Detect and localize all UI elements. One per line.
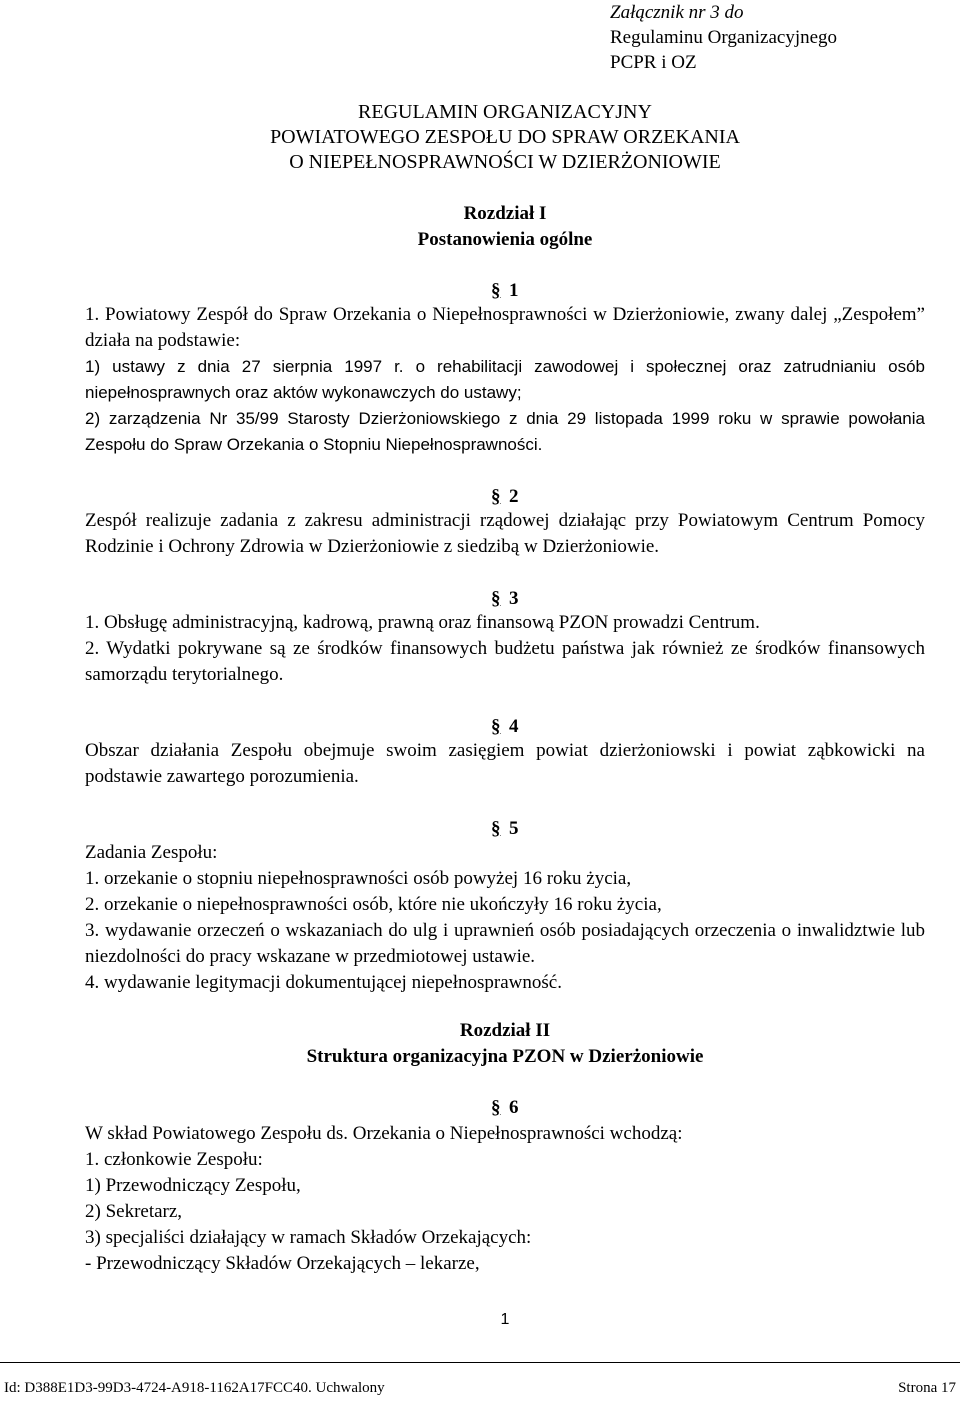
title-line-3: O NIEPEŁNOSPRAWNOŚCI W DZIERŻONIOWIE bbox=[289, 151, 721, 173]
footer-document-id: Id: D388E1D3-99D3-4724-A918-1162A17FCC40. Uchwalony bbox=[4, 1380, 385, 1396]
annex-line-3: PCPR i OZ bbox=[610, 52, 697, 73]
chapter-1-subtitle: Postanowienia ogólne bbox=[417, 229, 593, 250]
chapter-2-title: Rozdział II bbox=[459, 1020, 551, 1041]
section-3-point-1: 1. Obsługę administracyjną, kadrową, prawną oraz finansową PZON prowadzi Centrum. bbox=[85, 612, 760, 633]
section-6-body bbox=[85, 1121, 925, 1277]
footer-divider bbox=[0, 1362, 960, 1363]
section-symbol: § bbox=[491, 486, 501, 507]
section-symbol: § bbox=[491, 716, 501, 737]
chapter-1-heading bbox=[0, 201, 960, 253]
section-1-intro: 1. Powiatowy Zespół do Spraw Orzekania o Niepełnosprawności w Dzierżoniowie, zwany dalej „Zespołem” działa na podstawie: bbox=[85, 304, 925, 351]
section-4-body bbox=[85, 738, 925, 790]
section-3-body bbox=[85, 610, 925, 688]
section-5-item-2: 2. orzekanie o niepełnosprawności osób, które nie ukończyły 16 roku życia, bbox=[85, 894, 662, 915]
section-1-item-2: 2) zarządzenia Nr 35/99 Starosty Dzierżoniowskiego z dnia 29 listopada 1999 roku w sprawie powołania Zespołu do Spraw Orzekania o Stopniu Niepełnosprawności. bbox=[85, 409, 925, 454]
section-4-number: 4 bbox=[509, 716, 519, 737]
section-5-item-3: 3. wydawanie orzeczeń o wskazaniach do ulg i uprawnień osób posiadających orzeczenia o inwalidztwie lub niezdolności do pracy wskazane w przedmiotowej ustawie. bbox=[85, 920, 925, 967]
section-6-line-2: 1) Przewodniczący Zespołu, bbox=[85, 1175, 301, 1196]
section-5-heading bbox=[491, 817, 519, 841]
section-4-text: Obszar działania Zespołu obejmuje swoim zasięgiem powiat dzierżoniowski i powiat ząbkowicki na podstawie zawartego porozumienia. bbox=[85, 740, 925, 787]
section-symbol: § bbox=[491, 588, 501, 609]
section-5-item-1: 1. orzekanie o stopniu niepełnosprawności osób powyżej 16 roku życia, bbox=[85, 868, 632, 889]
section-3-number: 3 bbox=[509, 588, 519, 609]
document-title bbox=[0, 100, 960, 175]
section-5-number: 5 bbox=[509, 818, 519, 839]
section-6-line-4: 3) specjaliści działający w ramach Składów Orzekających: bbox=[85, 1227, 532, 1248]
section-1-item-1-text: 1) ustawy z dnia 27 sierpnia 1997 r. bbox=[85, 357, 404, 376]
section-6-line-5: - Przewodniczący Składów Orzekających – lekarze, bbox=[85, 1253, 480, 1274]
section-5-item-4: 4. wydawanie legitymacji dokumentującej niepełnosprawność. bbox=[85, 972, 562, 993]
section-2-body bbox=[85, 508, 925, 560]
section-3-heading bbox=[491, 587, 519, 611]
section-2-text: Zespół realizuje zadania z zakresu administracji rządowej działając przy Powiatowym Centrum Pomocy Rodzinie i Ochrony Zdrowia w Dzierżoniowie z siedzibą w Dzierżoniowie. bbox=[85, 510, 925, 557]
section-symbol: § bbox=[491, 818, 501, 839]
section-6-number: 6 bbox=[509, 1097, 519, 1118]
section-6-line-1: 1. członkowie Zespołu: bbox=[85, 1149, 263, 1170]
section-symbol: § bbox=[491, 280, 501, 301]
section-2-heading bbox=[491, 485, 519, 509]
title-line-1: REGULAMIN ORGANIZACYJNY bbox=[358, 101, 652, 123]
section-1-number: 1 bbox=[509, 280, 519, 301]
section-1-item-1-rest: o rehabilitacji zawodowej i społecznej oraz zatrudnianiu osób niepełnosprawnych oraz aktów wykonawczych do ustawy; bbox=[85, 357, 925, 402]
annex-note bbox=[610, 0, 837, 75]
section-6-heading bbox=[491, 1096, 519, 1120]
annex-line-2: Regulaminu Organizacyjnego bbox=[610, 27, 838, 48]
section-6-intro: W skład Powiatowego Zespołu ds. Orzekania o Niepełnosprawności wchodzą: bbox=[85, 1123, 683, 1144]
section-1-heading bbox=[491, 279, 519, 303]
footer-page-label: Strona 17 bbox=[898, 1380, 956, 1396]
section-3-point-2: 2. Wydatki pokrywane są ze środków finansowych budżetu państwa jak również ze środków finansowych samorządu terytorialnego. bbox=[85, 638, 925, 685]
chapter-2-subtitle: Struktura organizacyjna PZON w Dzierżoniowie bbox=[306, 1046, 704, 1067]
chapter-2-heading bbox=[0, 1018, 960, 1070]
chapter-1-title: Rozdział I bbox=[463, 203, 547, 224]
title-line-2: POWIATOWEGO ZESPOŁU DO SPRAW ORZEKANIA bbox=[270, 126, 740, 148]
page-number: 1 bbox=[500, 1311, 510, 1328]
section-4-heading bbox=[491, 715, 519, 739]
section-1-item-1 bbox=[85, 354, 925, 406]
section-2-number: 2 bbox=[509, 486, 519, 507]
section-5-intro: Zadania Zespołu: bbox=[85, 842, 218, 863]
section-6-line-3: 2) Sekretarz, bbox=[85, 1201, 183, 1222]
section-1-body bbox=[85, 302, 925, 458]
annex-line-1: Załącznik nr 3 do bbox=[610, 2, 744, 23]
section-symbol: § bbox=[491, 1097, 501, 1118]
section-5-body bbox=[85, 840, 925, 996]
